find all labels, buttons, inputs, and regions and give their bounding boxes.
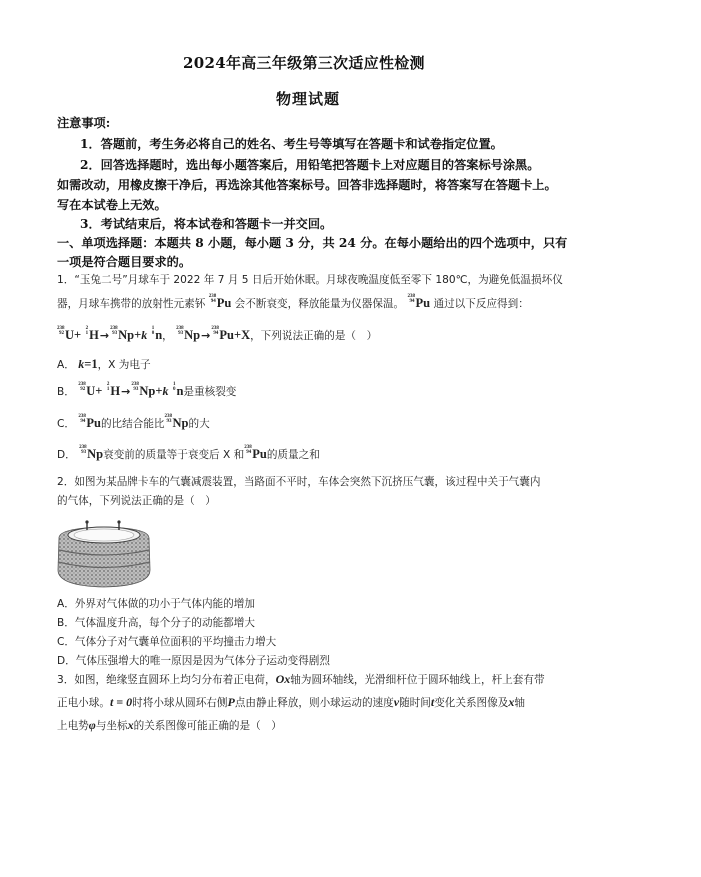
arrow-icon: → bbox=[121, 385, 131, 398]
nuclide-h-2: 2 1 H bbox=[85, 326, 99, 342]
q2-line1: 2．如图为某品牌卡车的气囊减震装置，当路面不平时，车体会突然下沉挤压气囊，该过程中关于气囊内 bbox=[57, 476, 541, 488]
q1-line1: 1．“玉兔二号”月球车于 2022 年 7 月 5 日后开始休眠。月球夜晚温度低至零下 180℃，为避免低温损坏仪 bbox=[57, 274, 563, 286]
q3-line1: 3．如图，绝缘竖直圆环上均匀分布着正电荷，Ox轴为圆环轴线，光滑细杆位于圆环轴线上，杆上套有带 bbox=[57, 672, 545, 686]
arrow-icon: → bbox=[201, 329, 211, 342]
q2-option-b: B．气体温度升高，每个分子的动能都增大 bbox=[57, 617, 255, 629]
exam-subtitle: 物理试题 bbox=[276, 90, 341, 108]
q1-option-a: A． k=1，X 为电子 bbox=[57, 357, 151, 371]
section-heading-line1: 一、单项选择题：本题共 8 小题，每小题 3 分，共 24 分。在每小题给出的四个选项中，只有 bbox=[57, 236, 568, 250]
q1-line2: 器，月球车携带的放射性元素钚 238 94 Pu 会不断衰变，释放能量为仪器保温。 238 94 Pu 通过以下反应得到： bbox=[57, 294, 529, 310]
arrow-icon: → bbox=[99, 329, 110, 342]
q1-reactions: 238 92 U+ 2 1 H→ 238 93 Np+k 1 0 n， 238 93 Np→ 238 94 Pu+X，下列说法正确的是（ ） bbox=[57, 326, 378, 342]
q1-option-d: D． 238 93 Np衰变前的质量等于衰变后 X 和 238 94 Pu的质量之和 bbox=[57, 445, 320, 461]
nuclide-pu-238: 238 94 Pu bbox=[211, 326, 234, 342]
notice-item-2: 2．回答选择题时，选出每小题答案后，用铅笔把答题卡上对应题目的答案标号涂黑。 bbox=[80, 158, 540, 172]
q2-line2: 的气体，下列说法正确的是（ ） bbox=[57, 495, 216, 507]
notice-item-1: 1．答题前，考生务必将自己的姓名、考生号等填写在答题卡和试卷指定位置。 bbox=[80, 137, 503, 151]
q1-option-c: C． 238 94 Pu的比结合能比 238 93 Np的大 bbox=[57, 414, 210, 430]
nuclide-pu-238: 238 94 Pu bbox=[407, 294, 431, 310]
air-spring-image bbox=[55, 518, 153, 590]
nuclide-neutron: 1 0 n bbox=[151, 326, 163, 342]
nuclide-u-238: 238 92 U bbox=[57, 326, 75, 342]
q1-option-b: B． 238 92 U+ 2 1 H→ 238 93 Np+k 1 0 n是重核裂变 bbox=[57, 382, 237, 398]
section-heading-line2: 一项是符合题目要求的。 bbox=[57, 255, 192, 269]
nuclide-np-238: 238 93 Np bbox=[176, 326, 201, 342]
q3-line2: 正电小球。t = 0时将小球从圆环右侧P点由静止释放，则小球运动的速度v随时间t变化关系图像及x轴 bbox=[57, 695, 525, 709]
notice-heading: 注意事项: bbox=[57, 116, 111, 130]
q2-option-c: C．气体分子对气囊单位面积的平均撞击力增大 bbox=[57, 636, 277, 648]
exam-title: 2024年高三年级第三次适应性检测 bbox=[183, 54, 425, 72]
notice-item-3: 3．考试结束后，将本试卷和答题卡一并交回。 bbox=[80, 217, 333, 231]
nuclide-np-238: 238 93 Np bbox=[110, 326, 135, 342]
q2-option-d: D．气体压强增大的唯一原因是因为气体分子运动变得剧烈 bbox=[57, 655, 330, 667]
notice-item-2-cont: 如需改动，用橡皮擦干净后，再选涂其他答案标号。回答非选择题时，将答案写在答题卡上。 bbox=[57, 178, 557, 192]
notice-item-2-cont2: 写在本试卷上无效。 bbox=[57, 198, 167, 212]
q2-option-a: A．外界对气体做的功小于气体内能的增加 bbox=[57, 598, 255, 610]
nuclide-pu-238: 238 94 Pu bbox=[208, 294, 232, 310]
q3-line3: 上电势φ与坐标x的关系图像可能正确的是（ ） bbox=[57, 718, 282, 732]
